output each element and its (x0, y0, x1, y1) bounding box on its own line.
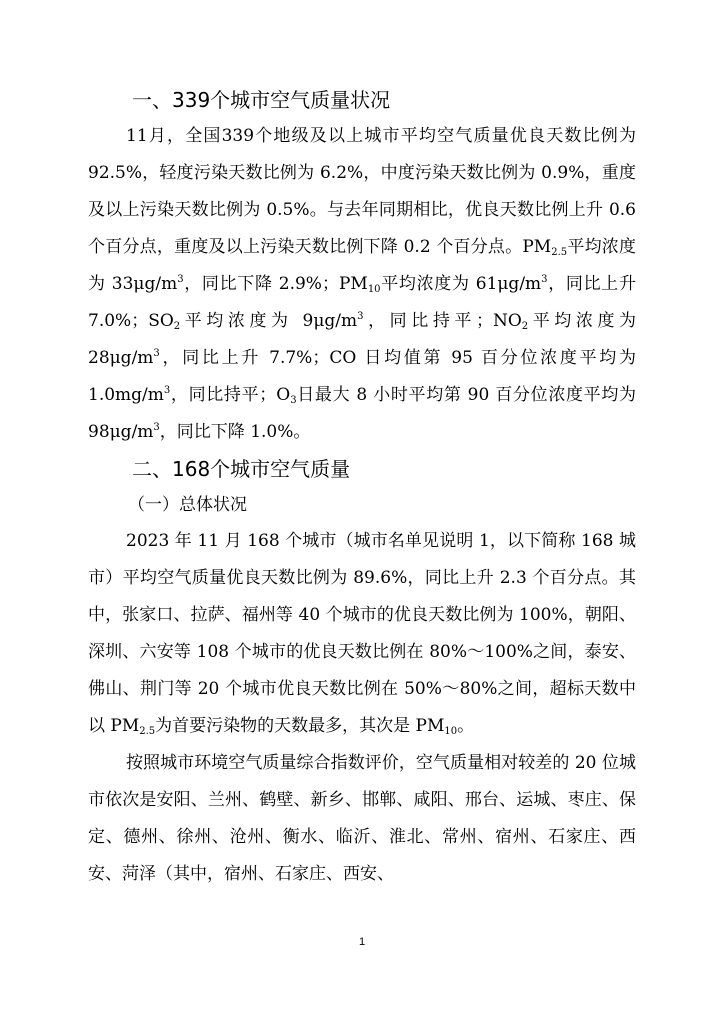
document-body (88, 82, 636, 893)
text-run: 2023 年 11 月 168 个城市（城市名单见说明 1，以下简称 168 城市）平均空气质量优良天数比例为 89.6%，同比上升 2.3 个百分点。其中，张家口、拉萨、福州等 40 个城市的优良天数比例为 100%，朝阳、深圳、六安等 108 个城市的优良天数比例在 80%～100%之间，泰安、佛山、荆门等 20 个城市优良天数比例在 50%～80%之间，超标天数中以 PM (88, 531, 636, 736)
text-run: ，同比上升 7.0%；SO (88, 274, 636, 331)
superscript: 3 (153, 422, 160, 433)
text-run: ，同比上升 7.7%；CO 日均值第 95 百分位浓度平均为 1.0mg/m (88, 348, 636, 405)
section-1-heading: 一、339个城市空气质量状况 (132, 88, 391, 112)
text-run: 平均浓度为 28μg/m (88, 311, 637, 368)
text-run: ，同比下降 1.0%。 (159, 422, 311, 442)
section-2-paragraph-2: 按照城市环境空气质量综合指数评价，空气质量相对较差的 20 位城市依次是安阳、兰州、鹤壁、新乡、邯郸、咸阳、邢台、运城、枣庄、保定、德州、徐州、沧州、衡水、临沂、淮北、常州、宿州、石家庄、西安、菏泽（其中，宿州、石家庄、西安、 (88, 753, 636, 884)
subsection-heading: （一）总体状况 (128, 495, 247, 515)
text-run: 。 (457, 716, 475, 736)
text-run: 平均浓度为 61μg/m (380, 274, 542, 294)
page-number: 1 (358, 936, 366, 948)
text-run: 平均浓度为 33μg/m (88, 237, 637, 294)
subscript: 2 (521, 321, 529, 332)
superscript: 3 (163, 385, 171, 396)
text-run: 平均浓度为 9μg/m (180, 311, 358, 331)
superscript: 3 (357, 311, 364, 322)
superscript: 3 (153, 348, 160, 359)
subscript: 10 (367, 284, 381, 295)
text-run: ，同比持平；NO (363, 311, 522, 331)
text-run: ，同比持平；O (170, 385, 291, 405)
text-run: 11月，全国339个地级及以上城市平均空气质量优良天数比例为 92.5%，轻度污染天数比例为 6.2%，中度污染天数比例为 0.9%，重度及以上污染天数比例为 0.5%。与去年同期相比，优良天数比例上升 0.6 个百分点，重度及以上污染天数比例下降 0.2 个百分点。PM (88, 126, 636, 257)
subscript: 10 (444, 726, 458, 737)
section-1-paragraph (88, 118, 636, 451)
section-2-paragraph-1 (88, 523, 636, 745)
subscript: 2.5 (551, 247, 568, 258)
subscript: 3 (290, 395, 297, 406)
text-run: ，同比下降 2.9%；PM (183, 274, 368, 294)
text-run: 为首要污染物的天数最多，其次是 PM (155, 716, 445, 736)
subscript: 2 (173, 321, 181, 332)
superscript: 3 (177, 274, 184, 285)
subscript: 2.5 (139, 726, 156, 737)
text-run: 日最大 8 小时平均第 90 百分位浓度平均为 98μg/m (88, 385, 637, 442)
section-2-heading: 二、168个城市空气质量 (132, 457, 351, 481)
superscript: 3 (541, 274, 548, 285)
